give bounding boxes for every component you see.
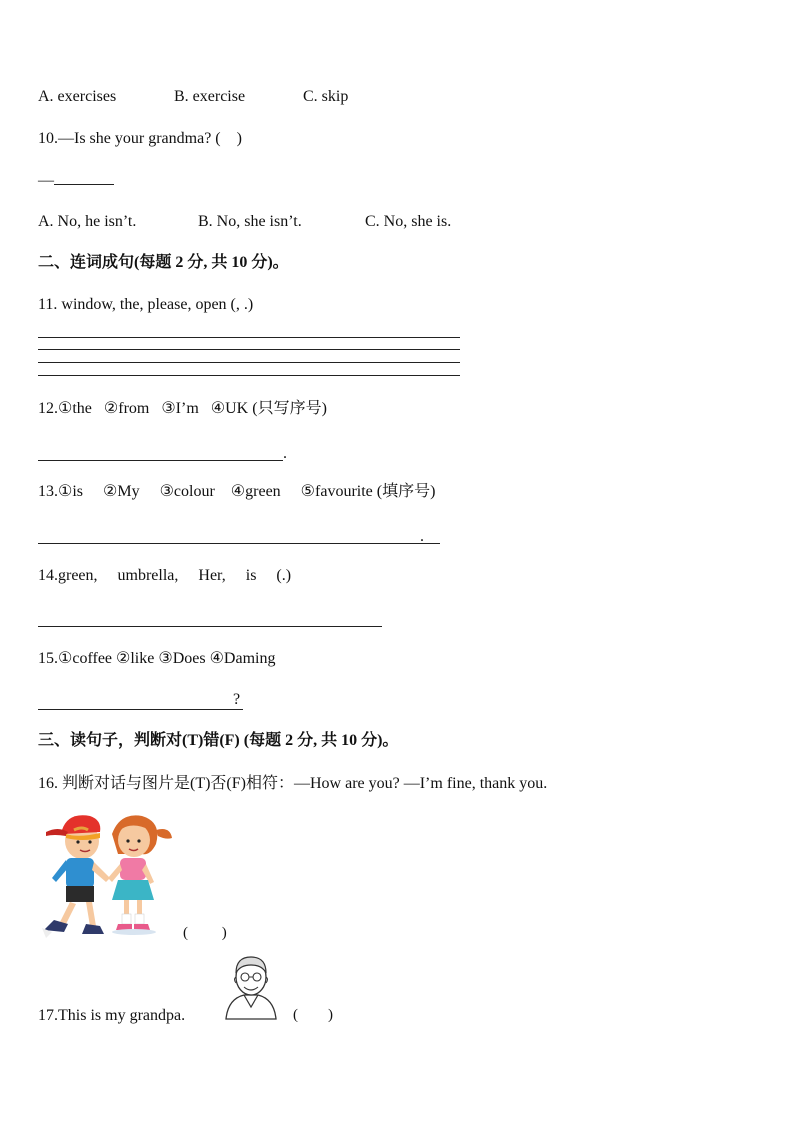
q9-option-a[interactable]: A. exercises xyxy=(38,88,117,105)
q9-option-c[interactable]: C. skip xyxy=(303,88,349,105)
q12-end-mark: . xyxy=(283,445,287,462)
q11-answer-line-1[interactable] xyxy=(38,337,460,338)
q10-option-b[interactable]: B. No, she isn’t. xyxy=(198,213,302,230)
q17-prompt: 17.This is my grandpa. xyxy=(38,1007,186,1024)
q15-prompt: 15.①coffee ②like ③Does ④Daming xyxy=(38,650,276,667)
q16-prompt: 16. 判断对话与图片是(T)否(F)相符：—How are you? —I’m fine, thank you. xyxy=(38,775,548,792)
q12-prompt: 12.①the ②from ③I’m ④UK (只写序号) xyxy=(38,400,327,417)
q16-answer-parentheses[interactable]: ( ) xyxy=(183,925,227,941)
q14-answer-line[interactable] xyxy=(38,626,382,627)
q13-answer-line[interactable] xyxy=(38,543,440,544)
section-2-heading: 二、连词成句(每题 2 分, 共 10 分)。 xyxy=(38,254,289,271)
q11-answer-line-2[interactable] xyxy=(38,349,460,350)
q10-answer-blank[interactable] xyxy=(54,170,114,185)
q11-answer-line-3[interactable] xyxy=(38,362,460,363)
q10-answer-line xyxy=(38,170,114,189)
q14-prompt: 14.green, umbrella, Her, is (.) xyxy=(38,567,292,584)
girl-figure xyxy=(108,815,172,935)
q10-dash: — xyxy=(38,172,54,189)
q13-prompt: 13.①is ②My ③colour ④green ⑤favourite (填序号) xyxy=(38,483,436,500)
q15-answer-line[interactable] xyxy=(38,709,243,710)
q15-end-mark: ? xyxy=(233,691,241,708)
q11-answer-line-4[interactable] xyxy=(38,375,460,376)
grandpa-image xyxy=(222,953,280,1019)
q13-end-mark: . xyxy=(420,528,424,545)
section-3-heading: 三、读句子，判断对(T)错(F) (每题 2 分, 共 10 分)。 xyxy=(38,732,399,749)
q9-option-b[interactable]: B. exercise xyxy=(174,88,246,105)
q11-prompt: 11. window, the, please, open (, .) xyxy=(38,296,254,313)
q10-option-a[interactable]: A. No, he isn’t. xyxy=(38,213,137,230)
q10-question: 10.—Is she your grandma? ( ) xyxy=(38,130,242,147)
q10-option-c[interactable]: C. No, she is. xyxy=(365,213,452,230)
boy-figure xyxy=(42,815,110,938)
q12-answer-line[interactable] xyxy=(38,460,283,461)
kids-holding-hands-image xyxy=(38,808,173,940)
q17-answer-parentheses[interactable]: ( ) xyxy=(293,1007,333,1023)
